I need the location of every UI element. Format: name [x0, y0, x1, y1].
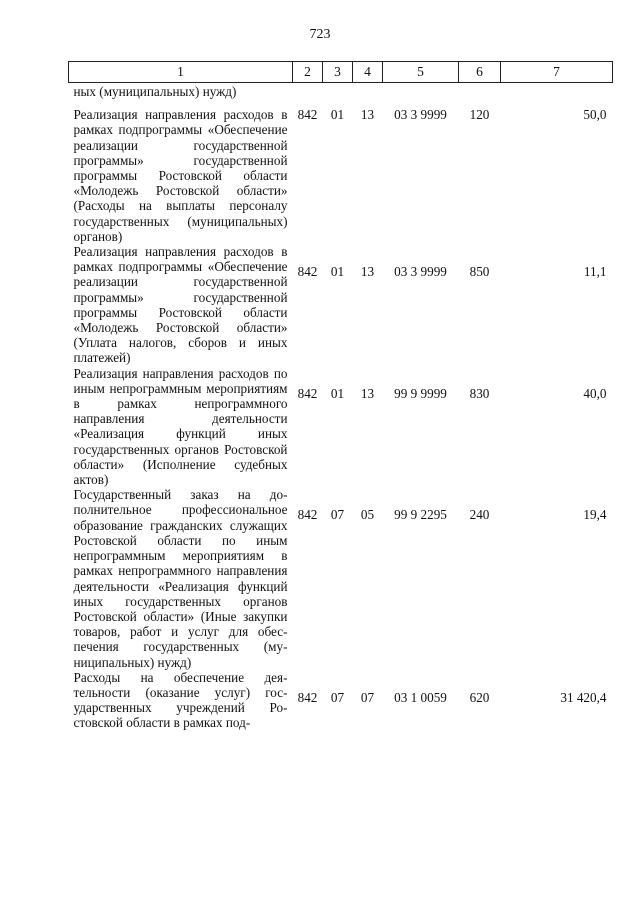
row-vr: 240 — [469, 507, 490, 523]
row-sum: 31 420,4 — [560, 689, 607, 705]
row-pr: 13 — [360, 385, 375, 401]
header-col-2: 2 — [293, 62, 323, 83]
continuation-text: ных (муниципальных) нужд) — [73, 84, 237, 99]
row-pr: 05 — [360, 507, 375, 523]
row-csr: 03 3 9999 — [394, 107, 447, 123]
budget-table — [68, 61, 613, 731]
row-pr: 07 — [360, 689, 375, 705]
row-vr: 120 — [469, 107, 490, 123]
row-csr: 99 9 2295 — [394, 507, 447, 523]
row-pr: 13 — [360, 264, 375, 280]
row-sum: 11,1 — [583, 264, 607, 280]
row-ved: 842 — [297, 385, 318, 401]
header-col-3: 3 — [323, 62, 353, 83]
row-ved: 842 — [297, 689, 318, 705]
table-row — [69, 366, 613, 488]
row-ved: 842 — [297, 507, 318, 523]
header-row — [69, 62, 613, 83]
row-sum: 19,4 — [583, 507, 607, 523]
row-csr: 03 1 0059 — [394, 689, 447, 705]
row-rz: 07 — [330, 507, 345, 523]
row-vr: 620 — [469, 689, 490, 705]
header-col-7: 7 — [501, 62, 613, 83]
row-rz: 01 — [330, 264, 345, 280]
row-description: Расходы на обеспечение деятельности (оказание услуг) государственных учреждений Ростовской области в рамках под- — [73, 669, 288, 731]
row-rz: 01 — [330, 107, 345, 123]
row-ved: 842 — [297, 107, 318, 123]
row-sum: 40,0 — [583, 385, 607, 401]
row-vr: 850 — [469, 264, 490, 280]
table-header — [69, 62, 613, 83]
continuation-row — [69, 83, 613, 100]
row-csr: 99 9 9999 — [394, 385, 447, 401]
table-row — [69, 244, 613, 366]
table-row — [69, 670, 613, 731]
row-description: Государственный заказ на дополнительное профессиональное образование гражданских служащих Ростовской области по иным непрограммным мероприятиям в рамках непрограммного направления деятельности «Реализация функций иных государственных органов Ростовской области» (Иные закупки товаров, работ и услуг для обеспечения государственных (муниципальных) нужд) — [73, 487, 288, 670]
table-row — [69, 99, 613, 244]
header-col-1: 1 — [69, 62, 293, 83]
row-pr: 13 — [360, 107, 375, 123]
header-col-4: 4 — [353, 62, 383, 83]
header-col-6: 6 — [459, 62, 501, 83]
row-rz: 07 — [330, 689, 345, 705]
page-number: 723 — [309, 27, 331, 42]
row-csr: 03 3 9999 — [394, 264, 447, 280]
row-rz: 01 — [330, 385, 345, 401]
table-row — [69, 487, 613, 669]
row-ved: 842 — [297, 264, 318, 280]
row-sum: 50,0 — [583, 107, 607, 123]
row-description: Реализация направления расходов в рамках подпрограммы «Обеспечение реализации государственной программы» государственной программы Ростовской области «Молодежь Ростовской области» (Уплата налогов, сборов и иных платежей) — [73, 244, 288, 366]
row-description: Реализация направления расходов в рамках подпрограммы «Обеспечение реализации государственной программы» государственной программы Ростовской области «Молодежь Ростовской области» (Расходы на выплаты персоналу государственных (муниципальных) органов) — [73, 107, 288, 244]
table-body — [69, 83, 613, 731]
header-col-5: 5 — [383, 62, 459, 83]
row-description: Реализация направления расходов по иным непрограммным мероприятиям в рамках непрограммного направления деятельности «Реализация функций иных государственных органов Ростовской области» (Исполнение судебных актов) — [73, 365, 288, 488]
row-vr: 830 — [469, 385, 490, 401]
